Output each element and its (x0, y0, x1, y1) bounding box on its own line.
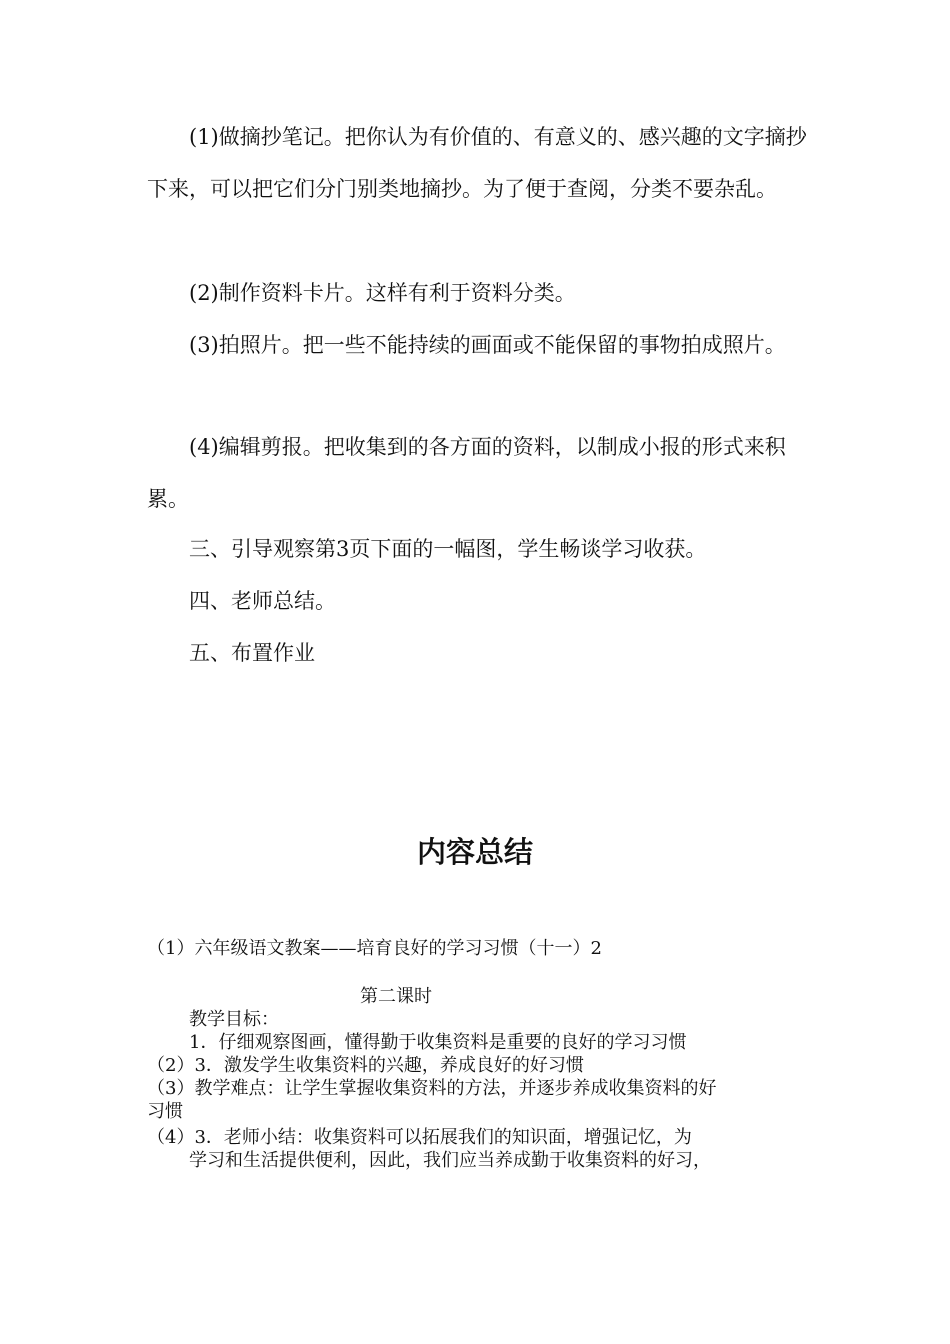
paragraph-homework: 五、布置作业 (189, 641, 315, 665)
summary-line-lesson: 第二课时 (360, 986, 432, 1007)
summary-line-4: （4）3．老师小结：收集资料可以拓展我们的知识面，增强记忆，为 (147, 1127, 692, 1148)
paragraph-data-cards: (2)制作资料卡片。这样有利于资料分类。 (189, 281, 576, 305)
paragraph-teacher-summary: 四、老师总结。 (189, 589, 336, 613)
summary-line-1: （1）六年级语文教案——培育良好的学习习惯（十一）2 (147, 938, 602, 959)
paragraph-excerpt-notes: (1)做摘抄笔记。把你认为有价值的、有意义的、感兴趣的文字摘抄下来，可以把它们分门别类地摘抄。为了便于查阅，分类不要杂乱。 (147, 125, 807, 201)
summary-heading: 内容总结 (416, 835, 533, 869)
summary-line-3: （3）教学难点：让学生掌握收集资料的方法，并逐步养成收集资料的好 (147, 1078, 717, 1099)
summary-line-goal-1: 1．仔细观察图画，懂得勤于收集资料是重要的良好的学习习惯 (189, 1032, 687, 1053)
paragraph-clippings: (4)编辑剪报。把收集到的各方面的资料，以制成小报的形式来积累。 (147, 435, 786, 511)
summary-line-3-cont: 习惯 (147, 1101, 183, 1122)
summary-line-goals: 教学目标： (189, 1009, 279, 1030)
paragraph-observe-picture: 三、引导观察第3页下面的一幅图，学生畅谈学习收获。 (189, 537, 707, 561)
summary-line-2: （2）3．激发学生收集资料的兴趣，养成良好的好习惯 (147, 1055, 584, 1076)
summary-line-4-cont: 学习和生活提供便利，因此，我们应当养成勤于收集资料的好习， (189, 1150, 711, 1171)
paragraph-photos: (3)拍照片。把一些不能持续的画面或不能保留的事物拍成照片。 (189, 333, 786, 357)
